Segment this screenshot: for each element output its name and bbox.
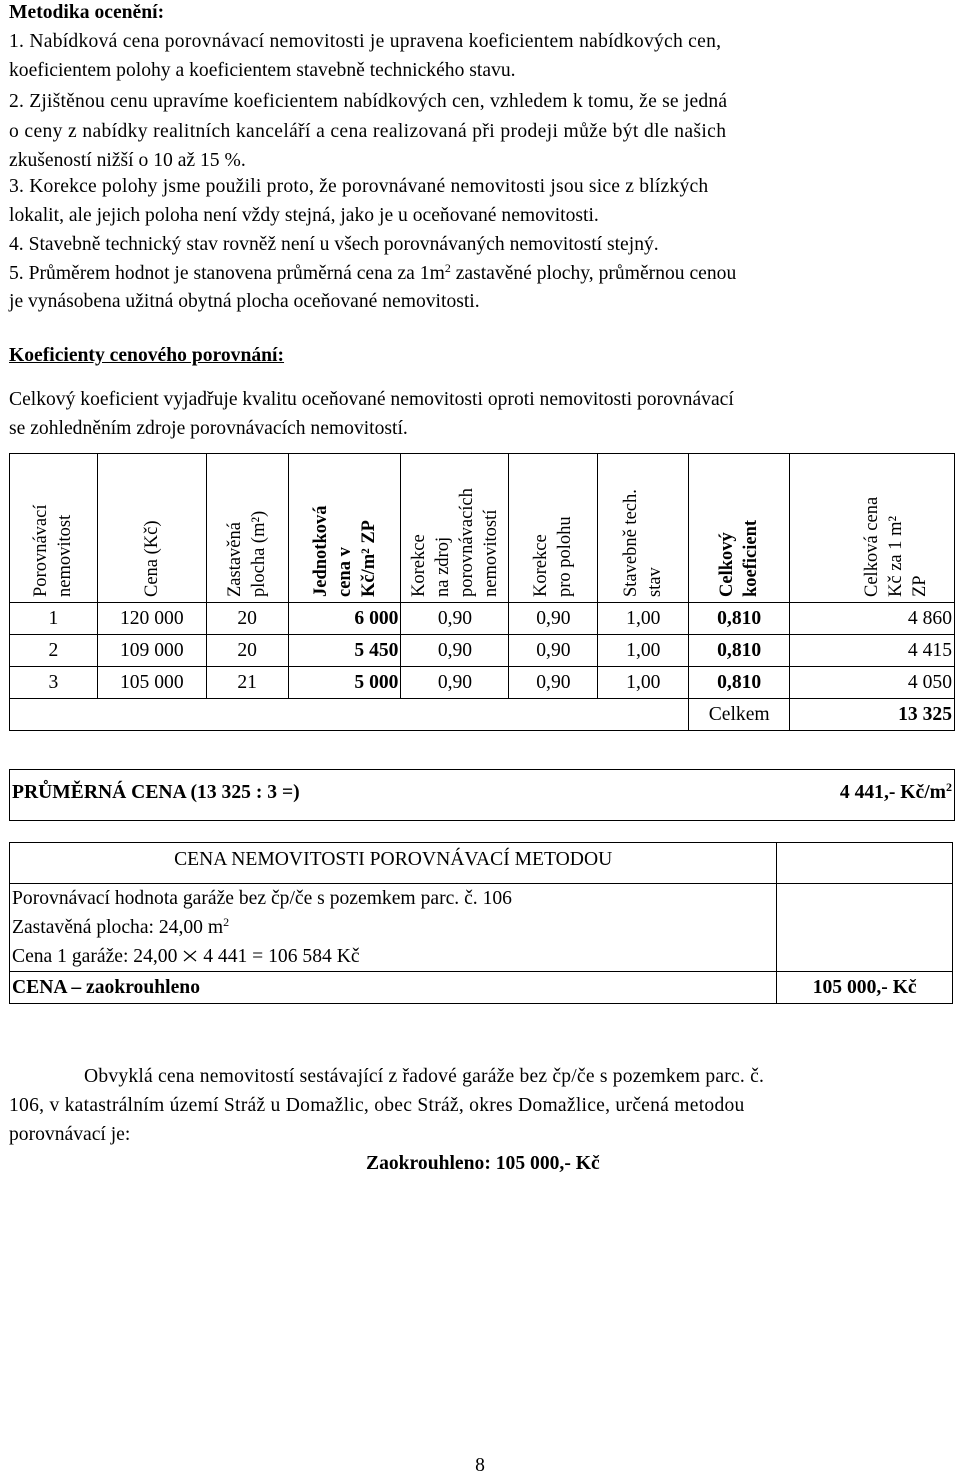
average-value-text: 4 441,- Kč/m <box>839 782 946 803</box>
header-korekce-poloha: Korekce pro polohu <box>509 454 598 603</box>
cell-korekce-zdroj: 0,90 <box>401 667 509 699</box>
header-korekce-zdroj: Korekce na zdroj porovnávacích nemovitostí <box>401 454 509 603</box>
metodika-p1-line1: 1. Nabídková cena porovnávací nemovitosti je upravena koeficientem nabídkových cen, <box>9 31 722 52</box>
header-porovnavaci: Porovnávací nemovitost <box>10 454 98 603</box>
metodika-p5-line1 <box>9 259 954 288</box>
cell-korekce-poloha: 0,90 <box>509 635 598 667</box>
p5-sup: 2 <box>444 261 451 275</box>
cell-plocha: 20 <box>206 603 288 635</box>
conclusion-rounded: Zaokrouhleno: 105 000,- Kč <box>366 1153 600 1174</box>
metodika-p1-line2: koeficientem polohy a koeficientem stavebně technického stavu. <box>9 60 516 81</box>
price-empty-cell <box>777 843 953 884</box>
multiply-icon <box>182 949 198 963</box>
cell-number: 2 <box>10 635 98 667</box>
price-line-3-text-b: 4 441 = 106 584 Kč <box>198 946 360 967</box>
price-line-1: Porovnávací hodnota garáže bez čp/če s pozemkem parc. č. 106 <box>12 888 512 909</box>
conclusion-line3: porovnávací je: <box>9 1124 131 1145</box>
koeficienty-line2: se zohledněním zdroje porovnávacích nemovitostí. <box>9 418 408 439</box>
price-title: CENA NEMOVITOSTI POROVNÁVACÍ METODOU <box>10 843 777 884</box>
cell-cena: 109 000 <box>97 635 206 667</box>
metodika-p2-line2: o ceny z nabídky realitních kanceláří a cena realizovaná při prodeji může být dle našich <box>9 121 727 142</box>
sum-label: Celkem <box>689 699 790 731</box>
price-body <box>10 884 777 972</box>
p5-text-a: 5. Průměrem hodnot je stanovena průměrná cena za 1m <box>9 263 445 284</box>
cell-celkova-cena: 4 415 <box>790 635 955 667</box>
metodika-p2-line1: 2. Zjištěnou cenu upravíme koeficientem nabídkových cen, vzhledem k tomu, že se jedná <box>9 91 728 112</box>
coefficient-table <box>9 453 955 731</box>
cell-number: 3 <box>10 667 98 699</box>
cell-korekce-zdroj: 0,90 <box>401 635 509 667</box>
sum-empty-cell <box>206 699 288 731</box>
header-jednotkova: Jednotková cena v Kč/m² ZP <box>288 454 401 603</box>
cell-celkova-cena: 4 050 <box>790 667 955 699</box>
cell-koeficient: 0,810 <box>689 667 790 699</box>
cell-number: 1 <box>10 603 98 635</box>
price-line-2-sup: 2 <box>223 915 230 929</box>
average-label: PRŮMĚRNÁ CENA (13 325 : 3 =) <box>12 782 300 803</box>
price-line-3 <box>12 942 774 971</box>
cell-stav: 1,00 <box>598 667 689 699</box>
table-row <box>10 603 955 635</box>
cell-plocha: 20 <box>206 635 288 667</box>
cell-plocha: 21 <box>206 667 288 699</box>
cell-korekce-zdroj: 0,90 <box>401 603 509 635</box>
sum-empty-cell <box>288 699 401 731</box>
price-body-row <box>10 884 953 972</box>
price-final-row <box>10 972 953 1004</box>
cell-cena: 105 000 <box>97 667 206 699</box>
cell-stav: 1,00 <box>598 635 689 667</box>
metodika-p3-line1: 3. Korekce polohy jsme použili proto, že porovnávané nemovitosti jsou sice z blízkých <box>9 176 709 197</box>
cena-label: CENA – zaokrouhleno <box>10 972 777 1004</box>
sum-empty-cell <box>97 699 206 731</box>
cell-korekce-poloha: 0,90 <box>509 667 598 699</box>
cell-celkova-cena: 4 860 <box>790 603 955 635</box>
price-empty-cell <box>777 884 953 972</box>
koeficienty-heading: Koeficienty cenového porovnání: <box>9 345 285 366</box>
cell-koeficient: 0,810 <box>689 603 790 635</box>
price-line-3-text-a: Cena 1 garáže: 24,00 <box>12 946 183 967</box>
average-value <box>840 782 952 804</box>
sum-empty-cell <box>401 699 509 731</box>
price-line-2 <box>12 913 774 942</box>
header-stav: Stavebně tech. stav <box>598 454 689 603</box>
metodika-heading: Metodika ocenění: <box>9 2 165 23</box>
koeficienty-line1: Celkový koeficient vyjadřuje kvalitu oceňované nemovitosti oproti nemovitosti porovnávací <box>9 389 734 410</box>
header-cena: Cena (Kč) <box>97 454 206 603</box>
sum-empty-cell <box>598 699 689 731</box>
table-row <box>10 667 955 699</box>
price-title-row <box>10 843 953 884</box>
table-header-row <box>10 454 955 603</box>
conclusion-line2: 106, v katastrálním území Stráž u Domažlic, obec Stráž, okres Domažlice, určená metodou <box>9 1095 745 1116</box>
header-plocha: Zastavěná plocha (m²) <box>206 454 288 603</box>
cell-cena: 120 000 <box>97 603 206 635</box>
cell-korekce-poloha: 0,90 <box>509 603 598 635</box>
p5-text-b: zastavěné plochy, průměrnou cenou <box>450 263 737 284</box>
cell-jednotkova: 5 450 <box>288 635 401 667</box>
cena-value: 105 000,- Kč <box>777 972 953 1004</box>
average-price-box <box>9 769 955 821</box>
price-line-2-text: Zastavěná plocha: 24,00 m <box>12 917 224 938</box>
sum-value: 13 325 <box>790 699 955 731</box>
sum-empty-cell <box>10 699 98 731</box>
sum-empty-cell <box>509 699 598 731</box>
price-table <box>9 842 953 1004</box>
metodika-p4: 4. Stavebně technický stav rovněž není u všech porovnávaných nemovitostí stejný. <box>9 234 659 255</box>
header-celkova-cena: Celková cena Kč za 1 m² ZP <box>790 454 955 603</box>
cell-jednotkova: 5 000 <box>288 667 401 699</box>
metodika-p5-line2: je vynásobena užitná obytná plocha oceňované nemovitosti. <box>9 291 480 312</box>
table-row <box>10 635 955 667</box>
average-value-sup: 2 <box>946 780 952 794</box>
conclusion-line1: Obvyklá cena nemovitostí sestávající z řadové garáže bez čp/če s pozemkem parc. č. <box>84 1066 765 1087</box>
cell-koeficient: 0,810 <box>689 635 790 667</box>
header-celkovy: Celkový koeficient <box>689 454 790 603</box>
table-sum-row <box>10 699 955 731</box>
metodika-p2-line3: zkušeností nižší o 10 až 15 %. <box>9 150 246 171</box>
cell-stav: 1,00 <box>598 603 689 635</box>
metodika-p3-line2: lokalit, ale jejich poloha není vždy stejná, jako je u oceňované nemovitosti. <box>9 205 599 226</box>
cell-jednotkova: 6 000 <box>288 603 401 635</box>
page-number: 8 <box>475 1455 485 1476</box>
